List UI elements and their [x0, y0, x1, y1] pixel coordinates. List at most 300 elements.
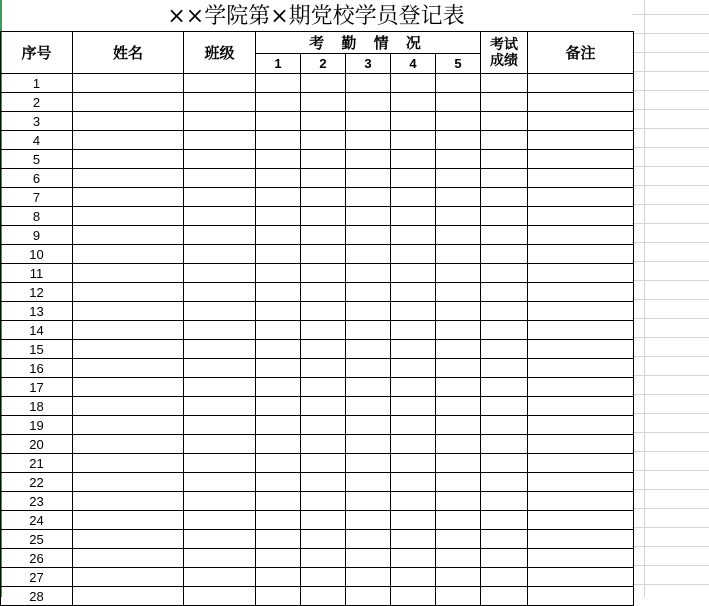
attendance-5-cell[interactable]	[436, 568, 481, 587]
attendance-3-cell[interactable]	[346, 568, 391, 587]
attendance-4-cell[interactable]	[391, 454, 436, 473]
attendance-3-cell[interactable]	[346, 264, 391, 283]
exam-score-cell[interactable]	[481, 416, 528, 435]
attendance-3-cell[interactable]	[346, 93, 391, 112]
attendance-4-cell[interactable]	[391, 549, 436, 568]
name-cell[interactable]	[73, 416, 184, 435]
exam-score-cell[interactable]	[481, 321, 528, 340]
name-cell[interactable]	[73, 359, 184, 378]
attendance-4-cell[interactable]	[391, 511, 436, 530]
attendance-1-cell[interactable]	[256, 169, 301, 188]
exam-score-cell[interactable]	[481, 264, 528, 283]
name-cell[interactable]	[73, 473, 184, 492]
remarks-cell[interactable]	[528, 169, 634, 188]
exam-score-cell[interactable]	[481, 492, 528, 511]
attendance-1-cell[interactable]	[256, 188, 301, 207]
attendance-2-cell[interactable]	[301, 112, 346, 131]
name-cell[interactable]	[73, 549, 184, 568]
class-cell[interactable]	[184, 169, 256, 188]
attendance-3-cell[interactable]	[346, 397, 391, 416]
attendance-5-cell[interactable]	[436, 473, 481, 492]
exam-score-cell[interactable]	[481, 169, 528, 188]
attendance-2-cell[interactable]	[301, 131, 346, 150]
class-cell[interactable]	[184, 321, 256, 340]
row-seq: 21	[1, 454, 73, 473]
name-cell[interactable]	[73, 188, 184, 207]
name-cell[interactable]	[73, 93, 184, 112]
remarks-cell[interactable]	[528, 549, 634, 568]
attendance-5-cell[interactable]	[436, 378, 481, 397]
attendance-3-cell[interactable]	[346, 245, 391, 264]
attendance-4-cell[interactable]	[391, 283, 436, 302]
attendance-2-cell[interactable]	[301, 549, 346, 568]
exam-score-cell[interactable]	[481, 473, 528, 492]
table-row	[1, 340, 634, 359]
attendance-5-cell[interactable]	[436, 207, 481, 226]
attendance-3-cell[interactable]	[346, 302, 391, 321]
attendance-1-cell[interactable]	[256, 587, 301, 606]
attendance-4-cell[interactable]	[391, 587, 436, 606]
attendance-2-cell[interactable]	[301, 587, 346, 606]
class-cell[interactable]	[184, 435, 256, 454]
attendance-2-cell[interactable]	[301, 302, 346, 321]
attendance-5-cell[interactable]	[436, 264, 481, 283]
exam-score-cell[interactable]	[481, 378, 528, 397]
class-cell[interactable]	[184, 587, 256, 606]
row-seq: 6	[1, 169, 73, 188]
attendance-5-cell[interactable]	[436, 188, 481, 207]
exam-score-cell[interactable]	[481, 511, 528, 530]
row-seq: 10	[1, 245, 73, 264]
attendance-1-cell[interactable]	[256, 74, 301, 93]
exam-score-cell[interactable]	[481, 435, 528, 454]
attendance-1-cell[interactable]	[256, 530, 301, 549]
header-seq: 序号	[1, 32, 73, 74]
table-row	[1, 435, 634, 454]
attendance-1-cell[interactable]	[256, 511, 301, 530]
attendance-1-cell[interactable]	[256, 568, 301, 587]
attendance-1-cell[interactable]	[256, 207, 301, 226]
attendance-4-cell[interactable]	[391, 378, 436, 397]
row-seq: 17	[1, 378, 73, 397]
exam-score-cell[interactable]	[481, 150, 528, 169]
attendance-2-cell[interactable]	[301, 397, 346, 416]
attendance-3-cell[interactable]	[346, 226, 391, 245]
attendance-3-cell[interactable]	[346, 511, 391, 530]
table-row	[1, 416, 634, 435]
attendance-4-cell[interactable]	[391, 207, 436, 226]
attendance-1-cell[interactable]	[256, 264, 301, 283]
row-seq: 9	[1, 226, 73, 245]
table-row	[1, 112, 634, 131]
attendance-5-cell[interactable]	[436, 359, 481, 378]
remarks-cell[interactable]	[528, 207, 634, 226]
exam-score-cell[interactable]	[481, 397, 528, 416]
attendance-1-cell[interactable]	[256, 245, 301, 264]
row-seq: 11	[1, 264, 73, 283]
class-cell[interactable]	[184, 473, 256, 492]
exam-score-cell[interactable]	[481, 226, 528, 245]
attendance-2-cell[interactable]	[301, 207, 346, 226]
remarks-cell[interactable]	[528, 188, 634, 207]
attendance-5-cell[interactable]	[436, 530, 481, 549]
attendance-5-cell[interactable]	[436, 321, 481, 340]
attendance-1-cell[interactable]	[256, 150, 301, 169]
attendance-5-cell[interactable]	[436, 454, 481, 473]
attendance-2-cell[interactable]	[301, 473, 346, 492]
name-cell[interactable]	[73, 530, 184, 549]
class-cell[interactable]	[184, 283, 256, 302]
class-cell[interactable]	[184, 131, 256, 150]
header-attendance: 考 勤 情 况	[256, 32, 481, 54]
remarks-cell[interactable]	[528, 226, 634, 245]
attendance-4-cell[interactable]	[391, 264, 436, 283]
attendance-3-cell[interactable]	[346, 340, 391, 359]
attendance-2-cell[interactable]	[301, 283, 346, 302]
attendance-4-cell[interactable]	[391, 492, 436, 511]
attendance-2-cell[interactable]	[301, 93, 346, 112]
class-cell[interactable]	[184, 416, 256, 435]
exam-score-cell[interactable]	[481, 530, 528, 549]
attendance-3-cell[interactable]	[346, 169, 391, 188]
attendance-2-cell[interactable]	[301, 435, 346, 454]
attendance-4-cell[interactable]	[391, 416, 436, 435]
exam-score-cell[interactable]	[481, 131, 528, 150]
class-cell[interactable]	[184, 340, 256, 359]
attendance-4-cell[interactable]	[391, 321, 436, 340]
attendance-1-cell[interactable]	[256, 226, 301, 245]
attendance-2-cell[interactable]	[301, 511, 346, 530]
table-row	[1, 397, 634, 416]
row-seq: 14	[1, 321, 73, 340]
attendance-5-cell[interactable]	[436, 74, 481, 93]
attendance-4-cell[interactable]	[391, 568, 436, 587]
attendance-4-cell[interactable]	[391, 340, 436, 359]
attendance-5-cell[interactable]	[436, 112, 481, 131]
attendance-5-cell[interactable]	[436, 226, 481, 245]
remarks-cell[interactable]	[528, 340, 634, 359]
name-cell[interactable]	[73, 112, 184, 131]
remarks-cell[interactable]	[528, 378, 634, 397]
attendance-4-cell[interactable]	[391, 74, 436, 93]
attendance-3-cell[interactable]	[346, 359, 391, 378]
header-remarks: 备注	[528, 32, 634, 74]
attendance-2-cell[interactable]	[301, 530, 346, 549]
class-cell[interactable]	[184, 188, 256, 207]
attendance-2-cell[interactable]	[301, 74, 346, 93]
attendance-5-cell[interactable]	[436, 435, 481, 454]
attendance-3-cell[interactable]	[346, 74, 391, 93]
remarks-cell[interactable]	[528, 454, 634, 473]
attendance-3-cell[interactable]	[346, 150, 391, 169]
row-seq: 25	[1, 530, 73, 549]
name-cell[interactable]	[73, 587, 184, 606]
row-seq: 26	[1, 549, 73, 568]
name-cell[interactable]	[73, 302, 184, 321]
exam-score-cell[interactable]	[481, 74, 528, 93]
exam-score-cell[interactable]	[481, 587, 528, 606]
attendance-5-cell[interactable]	[436, 549, 481, 568]
row-seq: 7	[1, 188, 73, 207]
class-cell[interactable]	[184, 530, 256, 549]
attendance-4-cell[interactable]	[391, 397, 436, 416]
class-cell[interactable]	[184, 549, 256, 568]
row-seq: 13	[1, 302, 73, 321]
attendance-5-cell[interactable]	[436, 340, 481, 359]
class-cell[interactable]	[184, 226, 256, 245]
attendance-4-cell[interactable]	[391, 473, 436, 492]
attendance-3-cell[interactable]	[346, 587, 391, 606]
attendance-4-cell[interactable]	[391, 93, 436, 112]
class-cell[interactable]	[184, 511, 256, 530]
attendance-1-cell[interactable]	[256, 378, 301, 397]
remarks-cell[interactable]	[528, 321, 634, 340]
remarks-cell[interactable]	[528, 74, 634, 93]
attendance-4-cell[interactable]	[391, 131, 436, 150]
attendance-col-5: 5	[436, 54, 481, 74]
class-cell[interactable]	[184, 302, 256, 321]
attendance-2-cell[interactable]	[301, 378, 346, 397]
row-seq: 12	[1, 283, 73, 302]
attendance-4-cell[interactable]	[391, 188, 436, 207]
table-row	[1, 492, 634, 511]
row-seq: 5	[1, 150, 73, 169]
attendance-4-cell[interactable]	[391, 435, 436, 454]
attendance-5-cell[interactable]	[436, 511, 481, 530]
attendance-1-cell[interactable]	[256, 93, 301, 112]
name-cell[interactable]	[73, 397, 184, 416]
name-cell[interactable]	[73, 74, 184, 93]
attendance-2-cell[interactable]	[301, 340, 346, 359]
row-seq: 4	[1, 131, 73, 150]
name-cell[interactable]	[73, 169, 184, 188]
attendance-5-cell[interactable]	[436, 93, 481, 112]
class-cell[interactable]	[184, 150, 256, 169]
name-cell[interactable]	[73, 378, 184, 397]
attendance-1-cell[interactable]	[256, 473, 301, 492]
name-cell[interactable]	[73, 264, 184, 283]
attendance-1-cell[interactable]	[256, 359, 301, 378]
attendance-5-cell[interactable]	[436, 397, 481, 416]
attendance-4-cell[interactable]	[391, 150, 436, 169]
attendance-3-cell[interactable]	[346, 492, 391, 511]
exam-score-cell[interactable]	[481, 454, 528, 473]
attendance-3-cell[interactable]	[346, 112, 391, 131]
attendance-1-cell[interactable]	[256, 397, 301, 416]
row-seq: 2	[1, 93, 73, 112]
table-row	[1, 549, 634, 568]
attendance-2-cell[interactable]	[301, 264, 346, 283]
attendance-5-cell[interactable]	[436, 416, 481, 435]
attendance-3-cell[interactable]	[346, 435, 391, 454]
remarks-cell[interactable]	[528, 93, 634, 112]
remarks-cell[interactable]	[528, 283, 634, 302]
name-cell[interactable]	[73, 226, 184, 245]
name-cell[interactable]	[73, 492, 184, 511]
remarks-cell[interactable]	[528, 587, 634, 606]
remarks-cell[interactable]	[528, 473, 634, 492]
exam-score-cell[interactable]	[481, 302, 528, 321]
table-row	[1, 131, 634, 150]
remarks-cell[interactable]	[528, 302, 634, 321]
attendance-2-cell[interactable]	[301, 568, 346, 587]
remarks-cell[interactable]	[528, 150, 634, 169]
exam-score-cell[interactable]	[481, 207, 528, 226]
header-exam-score	[481, 32, 528, 74]
table-row	[1, 302, 634, 321]
attendance-2-cell[interactable]	[301, 416, 346, 435]
attendance-3-cell[interactable]	[346, 530, 391, 549]
class-cell[interactable]	[184, 207, 256, 226]
attendance-2-cell[interactable]	[301, 454, 346, 473]
table-row	[1, 283, 634, 302]
remarks-cell[interactable]	[528, 511, 634, 530]
attendance-1-cell[interactable]	[256, 549, 301, 568]
attendance-1-cell[interactable]	[256, 340, 301, 359]
attendance-5-cell[interactable]	[436, 492, 481, 511]
name-cell[interactable]	[73, 131, 184, 150]
exam-score-cell[interactable]	[481, 359, 528, 378]
class-cell[interactable]	[184, 492, 256, 511]
remarks-cell[interactable]	[528, 112, 634, 131]
class-cell[interactable]	[184, 454, 256, 473]
name-cell[interactable]	[73, 568, 184, 587]
row-seq: 15	[1, 340, 73, 359]
attendance-1-cell[interactable]	[256, 112, 301, 131]
row-seq: 8	[1, 207, 73, 226]
row-seq: 3	[1, 112, 73, 131]
exam-score-cell[interactable]	[481, 549, 528, 568]
remarks-cell[interactable]	[528, 359, 634, 378]
class-cell[interactable]	[184, 74, 256, 93]
attendance-5-cell[interactable]	[436, 245, 481, 264]
attendance-3-cell[interactable]	[346, 378, 391, 397]
attendance-2-cell[interactable]	[301, 321, 346, 340]
attendance-5-cell[interactable]	[436, 150, 481, 169]
table-row	[1, 454, 634, 473]
attendance-1-cell[interactable]	[256, 283, 301, 302]
attendance-3-cell[interactable]	[346, 188, 391, 207]
attendance-5-cell[interactable]	[436, 131, 481, 150]
attendance-2-cell[interactable]	[301, 188, 346, 207]
attendance-1-cell[interactable]	[256, 492, 301, 511]
name-cell[interactable]	[73, 511, 184, 530]
attendance-1-cell[interactable]	[256, 416, 301, 435]
exam-score-cell[interactable]	[481, 188, 528, 207]
exam-score-cell[interactable]	[481, 283, 528, 302]
attendance-2-cell[interactable]	[301, 492, 346, 511]
attendance-1-cell[interactable]	[256, 321, 301, 340]
attendance-3-cell[interactable]	[346, 131, 391, 150]
row-seq: 28	[1, 587, 73, 606]
attendance-3-cell[interactable]	[346, 454, 391, 473]
attendance-4-cell[interactable]	[391, 359, 436, 378]
class-cell[interactable]	[184, 245, 256, 264]
attendance-2-cell[interactable]	[301, 359, 346, 378]
attendance-3-cell[interactable]	[346, 283, 391, 302]
attendance-1-cell[interactable]	[256, 302, 301, 321]
exam-score-cell[interactable]	[481, 245, 528, 264]
remarks-cell[interactable]	[528, 435, 634, 454]
attendance-1-cell[interactable]	[256, 131, 301, 150]
exam-score-cell[interactable]	[481, 93, 528, 112]
exam-score-cell[interactable]	[481, 112, 528, 131]
name-cell[interactable]	[73, 207, 184, 226]
attendance-4-cell[interactable]	[391, 112, 436, 131]
remarks-cell[interactable]	[528, 416, 634, 435]
row-seq: 20	[1, 435, 73, 454]
table-row	[1, 169, 634, 188]
remarks-cell[interactable]	[528, 264, 634, 283]
attendance-3-cell[interactable]	[346, 473, 391, 492]
class-cell[interactable]	[184, 359, 256, 378]
row-seq: 1	[1, 74, 73, 93]
name-cell[interactable]	[73, 150, 184, 169]
attendance-3-cell[interactable]	[346, 207, 391, 226]
attendance-5-cell[interactable]	[436, 587, 481, 606]
attendance-4-cell[interactable]	[391, 530, 436, 549]
remarks-cell[interactable]	[528, 397, 634, 416]
attendance-4-cell[interactable]	[391, 302, 436, 321]
attendance-5-cell[interactable]	[436, 283, 481, 302]
remarks-cell[interactable]	[528, 131, 634, 150]
class-cell[interactable]	[184, 378, 256, 397]
attendance-2-cell[interactable]	[301, 245, 346, 264]
attendance-5-cell[interactable]	[436, 302, 481, 321]
exam-score-cell[interactable]	[481, 568, 528, 587]
name-cell[interactable]	[73, 283, 184, 302]
class-cell[interactable]	[184, 397, 256, 416]
class-cell[interactable]	[184, 112, 256, 131]
attendance-3-cell[interactable]	[346, 549, 391, 568]
attendance-1-cell[interactable]	[256, 435, 301, 454]
remarks-cell[interactable]	[528, 530, 634, 549]
exam-score-cell[interactable]	[481, 340, 528, 359]
table-row	[1, 245, 634, 264]
attendance-4-cell[interactable]	[391, 226, 436, 245]
header-exam-line2: 成绩	[490, 52, 518, 69]
attendance-5-cell[interactable]	[436, 169, 481, 188]
class-cell[interactable]	[184, 568, 256, 587]
attendance-2-cell[interactable]	[301, 150, 346, 169]
attendance-4-cell[interactable]	[391, 169, 436, 188]
class-cell[interactable]	[184, 264, 256, 283]
attendance-3-cell[interactable]	[346, 321, 391, 340]
row-seq: 27	[1, 568, 73, 587]
row-seq: 18	[1, 397, 73, 416]
name-cell[interactable]	[73, 245, 184, 264]
class-cell[interactable]	[184, 93, 256, 112]
name-cell[interactable]	[73, 454, 184, 473]
remarks-cell[interactable]	[528, 492, 634, 511]
name-cell[interactable]	[73, 321, 184, 340]
attendance-1-cell[interactable]	[256, 454, 301, 473]
remarks-cell[interactable]	[528, 245, 634, 264]
attendance-4-cell[interactable]	[391, 245, 436, 264]
attendance-2-cell[interactable]	[301, 169, 346, 188]
remarks-cell[interactable]	[528, 568, 634, 587]
attendance-2-cell[interactable]	[301, 226, 346, 245]
name-cell[interactable]	[73, 340, 184, 359]
table-row	[1, 473, 634, 492]
header-name: 姓名	[73, 32, 184, 74]
table-row	[1, 530, 634, 549]
attendance-3-cell[interactable]	[346, 416, 391, 435]
attendance-col-1: 1	[256, 54, 301, 74]
attendance-col-3: 3	[346, 54, 391, 74]
name-cell[interactable]	[73, 435, 184, 454]
table-row	[1, 188, 634, 207]
